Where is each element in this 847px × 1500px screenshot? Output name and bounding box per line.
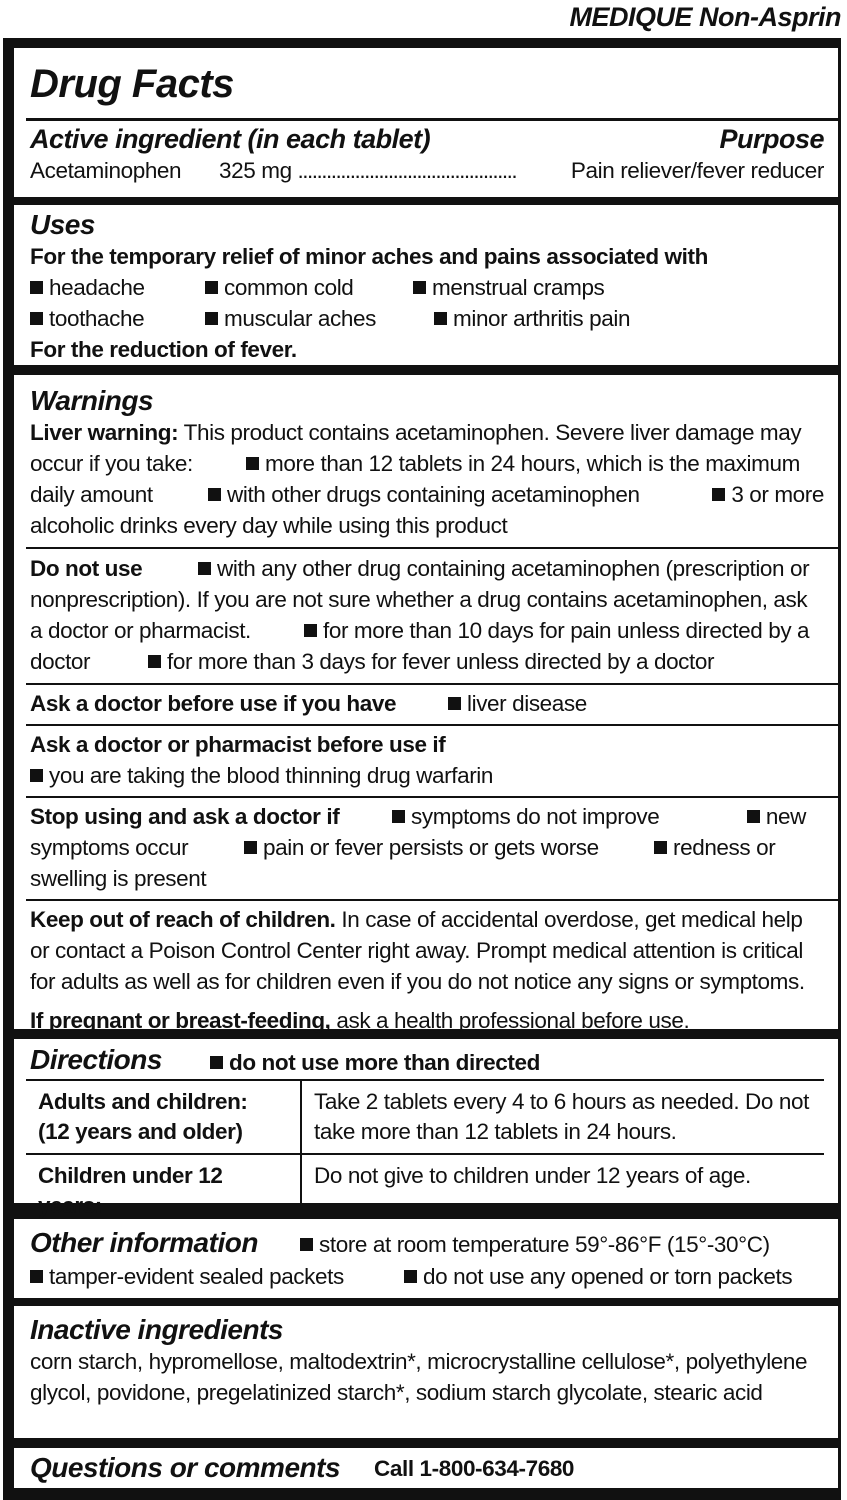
bullet-square-icon xyxy=(30,281,43,294)
bullet-square-icon xyxy=(30,312,43,325)
questions-section xyxy=(14,1448,838,1488)
bullet-square-icon xyxy=(198,562,211,575)
questions-heading: Questions or comments xyxy=(30,1452,341,1483)
pregnancy-label: If pregnant or breast-feeding, xyxy=(30,1008,331,1033)
page-title: Drug Facts xyxy=(30,62,234,106)
ask-doctor-label: Ask a doctor before use if you have xyxy=(30,691,397,716)
ingredient-purpose: Pain reliever/fever reducer xyxy=(567,155,824,186)
list-item: headache xyxy=(30,272,145,303)
bullet-square-icon xyxy=(205,281,218,294)
brand-name: MEDIQUE Non-Asprin xyxy=(569,2,841,32)
list-item: for more than 10 days for pain unless directed by a xyxy=(304,615,809,646)
pregnancy-text: ask a health professional before use. xyxy=(336,1008,690,1033)
list-item: redness or xyxy=(654,832,775,863)
active-ingredient-line xyxy=(30,155,824,186)
bullet-square-icon xyxy=(30,769,43,782)
directions-heading: Directions xyxy=(30,1044,162,1075)
liver-warning-label: Liver warning: xyxy=(30,420,179,445)
bullet-square-icon xyxy=(148,655,161,668)
inactive-ingredients-section xyxy=(14,1306,838,1438)
bullet-square-icon xyxy=(208,488,221,501)
warnings-heading: Warnings xyxy=(30,385,154,416)
bullet-square-icon xyxy=(413,281,426,294)
bullet-square-icon xyxy=(712,488,725,501)
bullet-square-icon xyxy=(448,697,461,710)
table-row: Children under 12 years: Do not give to children under 12 years of age. xyxy=(26,1154,824,1228)
inactive-text: corn starch, hypromellose, maltodextrin*, microcrystalline cellulose*, polyethylene glycol, povidone, pregelatinized starch*, sodium starch glycolate, stearic acid xyxy=(30,1349,808,1405)
pregnancy-warning xyxy=(30,1005,824,1036)
other-information-section xyxy=(14,1219,838,1298)
active-heading: Active ingredient (in each tablet) xyxy=(30,124,431,154)
bullet-square-icon xyxy=(205,312,218,325)
uses-fever: For the reduction of fever. xyxy=(30,337,297,362)
other-info-heading: Other information xyxy=(30,1227,258,1258)
bullet-square-icon xyxy=(30,1270,43,1283)
list-item: with other drugs containing acetaminophen xyxy=(208,479,640,510)
stop-using-label: Stop using and ask a doctor if xyxy=(30,804,340,829)
list-item: muscular aches xyxy=(205,303,376,334)
dot-leader: .............................................. xyxy=(297,158,517,183)
bullet-square-icon xyxy=(244,841,257,854)
purpose-heading: Purpose xyxy=(719,124,824,154)
list-item: 3 or more xyxy=(712,479,824,510)
warnings-section: Warnings Liver warning: This product contains acetaminophen. Severe liver damage may occur if you take: more than 12 tablets in 24 hours, which is the maximum daily amount with other drugs containing acetaminophen 3 or more alcoholic drinks every day while using this product Do not use with any other drug containing acetaminophen (prescription or nonprescription). If you are not sure whether a drug contains acetaminophen, ask a doctor or pharmacist. for more than 10 days for pain unless directed by a doctor for more than 3 days for fever unless directed by a doctor Ask a doctor before use if you have liver disease Ask a doctor or pharmacist before use if you are taking the blood thinning drug warfarin Stop using and ask a doctor if symptoms do not improve new symptoms occur pain or fever persists or gets worse redness or swelling is present Keep out of reach of children. In case of accidental overdose, get medical help or contact a Poison Control Center right away. Prompt medical attention is critical for adults as well as for children even if you do not notice any signs or symptoms. If pregnant or breast-feeding, ask a health professional before use. xyxy=(14,375,838,1029)
do-not-use-label: Do not use xyxy=(30,556,143,581)
uses-heading: Uses xyxy=(30,209,95,240)
table-row: Adults and children: (12 years and older) Take 2 tablets every 4 to 6 hours as needed. Do not take more than 12 tablets in 24 hours. xyxy=(26,1080,824,1154)
directions-note: do not use more than directed xyxy=(210,1047,540,1078)
bullet-square-icon xyxy=(747,810,760,823)
directions-table xyxy=(26,1079,824,1229)
phone-number[interactable]: Call 1-800-634-7680 xyxy=(374,1456,575,1481)
bullet-square-icon xyxy=(392,810,405,823)
keep-out-text: In case of accidental overdose, get medical help or contact a Poison Control Center right away. Prompt medical attention is critical for adults as well as for children even if you do not notice any signs or symptoms. xyxy=(30,907,805,994)
list-item: toothache xyxy=(30,303,144,334)
ask-pharmacist-label: Ask a doctor or pharmacist before use if xyxy=(30,732,446,757)
list-item: common cold xyxy=(205,272,353,303)
uses-section xyxy=(14,205,838,365)
keep-out-of-reach xyxy=(30,904,824,997)
uses-row-2 xyxy=(30,303,824,334)
list-item: do not use any opened or torn packets xyxy=(404,1261,792,1292)
drug-facts-panel xyxy=(3,38,841,1500)
list-item: for more than 3 days for fever unless directed by a doctor xyxy=(148,646,714,677)
list-item: tamper-evident sealed packets xyxy=(30,1261,344,1292)
bullet-square-icon xyxy=(434,312,447,325)
inactive-heading: Inactive ingredients xyxy=(30,1314,283,1345)
bullet-square-icon xyxy=(210,1056,223,1069)
list-item: liver disease xyxy=(448,688,587,719)
uses-row-1 xyxy=(30,272,824,303)
list-item: more than 12 tablets in 24 hours, which is the maximum xyxy=(246,448,800,479)
keep-out-label: Keep out of reach of children. xyxy=(30,907,336,932)
list-item: new xyxy=(747,801,806,832)
list-item: you are taking the blood thinning drug warfarin xyxy=(30,760,824,791)
bullet-square-icon xyxy=(300,1238,313,1251)
list-item: symptoms do not improve xyxy=(392,801,659,832)
bullet-square-icon xyxy=(404,1270,417,1283)
ingredient-dose: 325 mg xyxy=(219,158,292,183)
list-item: minor arthritis pain xyxy=(434,303,630,334)
bullet-square-icon xyxy=(304,624,317,637)
list-item: pain or fever persists or gets worse xyxy=(244,832,599,863)
directions-section xyxy=(14,1039,838,1218)
bullet-square-icon xyxy=(246,457,259,470)
list-item: with any other drug containing acetaminophen (prescription or xyxy=(198,553,809,584)
bullet-square-icon xyxy=(654,841,667,854)
ingredient-name: Acetaminophen xyxy=(30,158,182,183)
list-item: store at room temperature 59°-86°F (15°-30°C) xyxy=(300,1229,770,1260)
active-ingredient-section xyxy=(14,48,838,197)
uses-intro: For the temporary relief of minor aches and pains associated with xyxy=(30,244,708,269)
list-item: menstrual cramps xyxy=(413,272,604,303)
